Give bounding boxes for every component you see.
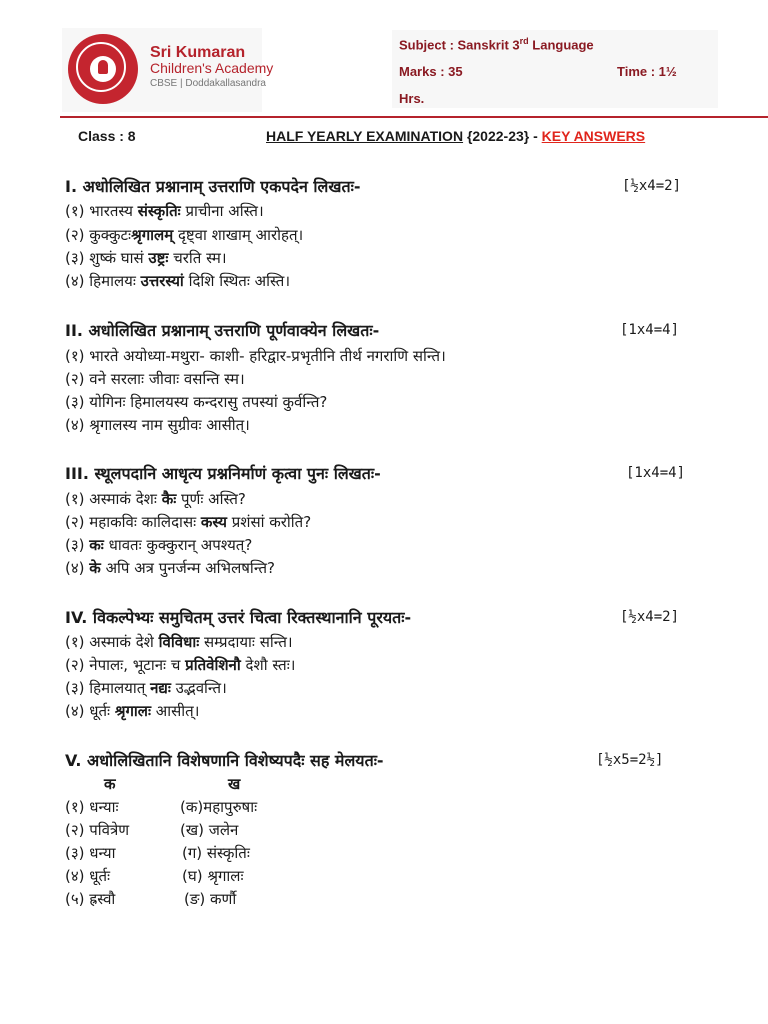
school-name: Sri Kumaran (150, 44, 246, 61)
section-2-title: II. अधोलिखित प्रश्नानाम् उत्तराणि पूर्णवाक्येन लिखतः- (65, 321, 380, 340)
section-1-marks: [½x4=2] (622, 178, 682, 194)
section-5-marks: [½x5=2½] (596, 752, 664, 768)
answer-line: (४) श्रृगालस्य नाम सुग्रीवः आसीत्। (65, 416, 250, 434)
answer-line: (३) शुष्कं घासं उष्ट्रः चरति स्म। (65, 249, 227, 267)
answer-line: (४) धूर्तः श्रृगालः आसीत्। (65, 702, 200, 720)
section-1-title: I. अधोलिखित प्रश्नानाम् उत्तराणि एकपदेन लिखतः- (65, 177, 361, 196)
match-item-b: (ङ) कर्णौ (184, 890, 237, 908)
exam-title: HALF YEARLY EXAMINATION {2022-23} - KEY ANSWERS (266, 128, 646, 144)
match-item-b: (क)महापुरुषाः (180, 798, 258, 816)
header-divider (60, 116, 768, 118)
section-4-marks: [½x4=2] (620, 609, 680, 625)
match-item-b: (घ) श्रृगालः (182, 867, 244, 885)
match-item-b: (ख) जलेन (180, 821, 239, 839)
answer-line: (२) महाकविः कालिदासः कस्य प्रशंसां करोति? (65, 513, 312, 531)
answer-line: (१) अस्माकं देशः कैः पूर्णः अस्ति? (65, 490, 246, 508)
answer-line: (३) हिमालयात् नद्यः उद्भवन्ति। (65, 679, 227, 697)
match-item-a: (५) ह्रस्वौ (65, 890, 116, 908)
answer-line: (२) कुक्कुटःश्रृगालम् दृष्ट्वा शाखाम् आरोहत्। (65, 226, 304, 244)
section-5-title: V. अधोलिखितानि विशेषणानि विशेष्यपदैः सह मेलयतः- (65, 751, 384, 770)
answer-line: (४) के अपि अत्र पुनर्जन्म अभिलषन्ति? (65, 559, 275, 577)
subject-label: Subject : Sanskrit 3rd Language (399, 36, 594, 53)
match-item-a: (१) धन्याः (65, 798, 119, 816)
answer-line: (१) भारते अयोध्या-मथुरा- काशी- हरिद्वार-प्रभृतीनि तीर्थ नगराणि सन्ति। (65, 347, 446, 365)
answer-line: (४) हिमालयः उत्तरस्यां दिशि स्थितः अस्ति। (65, 272, 291, 290)
column-b-header: ख (228, 775, 241, 793)
section-3-marks: [1x4=4] (626, 465, 686, 481)
school-subtitle: Children's Academy (150, 60, 274, 76)
answer-line: (३) योगिनः हिमालयस्य कन्दरासु तपस्यां कुर्वन्ति? (65, 393, 328, 411)
match-item-b: (ग) संस्कृतिः (182, 844, 250, 862)
section-2-marks: [1x4=4] (620, 322, 680, 338)
match-item-a: (४) धूर्तः (65, 867, 111, 885)
time-label: Time : 1½ (617, 64, 677, 79)
section-4-title: IV. विकल्पेभ्यः समुचितम् उत्तरं चित्वा रिक्तस्थानानि पूरयतः- (65, 608, 412, 627)
school-seal-logo (68, 34, 138, 104)
school-location: CBSE | Doddakallasandra (150, 78, 266, 89)
answer-line: (२) नेपालः, भूटानः च प्रतिवेशिनौ देशौ स्तः। (65, 656, 296, 674)
match-item-a: (२) पवित्रेण (65, 821, 130, 839)
answer-line: (१) भारतस्य संस्कृतिः प्राचीना अस्ति। (65, 202, 264, 220)
answer-line: (३) कः धावतः कुक्कुरान् अपश्यत्? (65, 536, 253, 554)
match-item-a: (३) धन्या (65, 844, 116, 862)
column-a-header: क (104, 775, 116, 793)
marks-label: Marks : 35 (399, 64, 463, 79)
class-label: Class : 8 (78, 128, 136, 144)
answer-line: (२) वने सरलाः जीवाः वसन्ति स्म। (65, 370, 245, 388)
section-3-title: III. स्थूलपदानि आधृत्य प्रश्ननिर्माणं कृत्वा पुनः लिखतः- (65, 464, 381, 483)
answer-line: (१) अस्माकं देशे विविधाः सम्प्रदायाः सन्ति। (65, 633, 293, 651)
time-unit-label: Hrs. (399, 91, 425, 106)
